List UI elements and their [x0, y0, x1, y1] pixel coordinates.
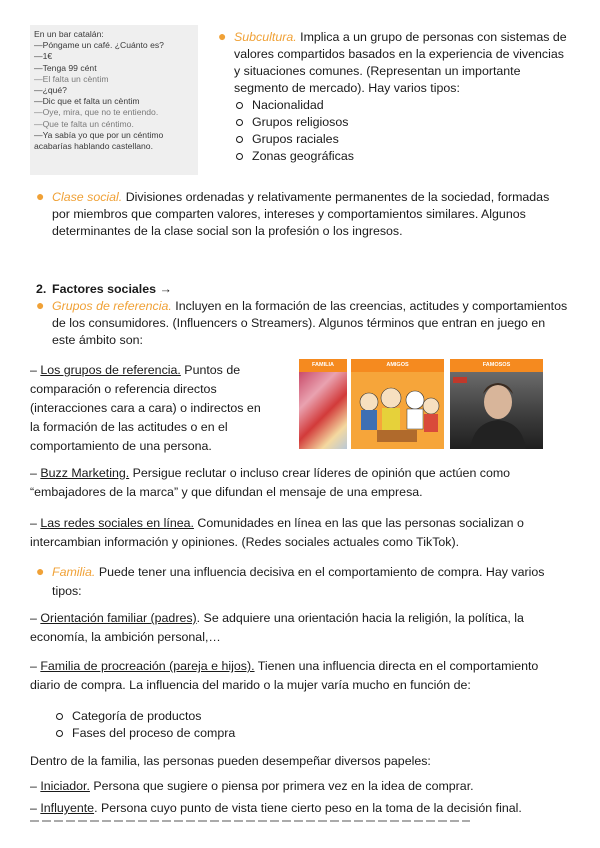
chat-line: —¿qué? [34, 85, 67, 96]
grupos-referencia-paragraph [52, 298, 592, 349]
subcultura-text: valores compartidos basados en la experiencia de vivencias [234, 47, 564, 61]
iniciador-term: Iniciador. [40, 779, 90, 793]
bullet-icon: ● [36, 188, 45, 204]
influyente-term: Influyente [40, 801, 95, 815]
circle-bullet-icon [236, 102, 243, 109]
grupos-referencia-term: Grupos de referencia. [52, 299, 172, 313]
roles-intro: Dentro de la familia, las personas pueden desempeñar diversos papeles: [30, 754, 431, 768]
redes-sociales-text: intercambian información y opiniones. (Redes sociales actuales como TikTok). [30, 535, 460, 549]
subcultura-text: y situaciones comunes. (Representan un importante [234, 64, 521, 78]
person-icon [450, 372, 543, 449]
dash: – [30, 363, 41, 377]
circle-bullet-icon [56, 713, 63, 720]
grupos-referencia-text: este ámbito son: [52, 333, 143, 347]
subcultura-text: Implica a un grupo de personas con sistemas de [296, 30, 567, 44]
orientacion-text: economía, la ambición personal,… [30, 630, 221, 644]
peanuts-cartoon [351, 372, 444, 449]
subcultura-type: Grupos religiosos [252, 115, 349, 129]
familia-text: tipos: [52, 584, 82, 598]
famosos-label: FAMOSOS [450, 359, 543, 372]
chat-line: —Que te falta un céntimo. [34, 118, 134, 129]
section-number: 2. [36, 282, 47, 296]
influyente-text: . Persona cuyo punto de vista tiene cierto peso en la toma de la decisión final. [94, 801, 522, 815]
dash: – [30, 466, 41, 480]
subcultura-paragraph [234, 29, 584, 97]
familia-label: FAMILIA [299, 359, 347, 372]
chat-line: —El falta un cèntim [34, 73, 109, 84]
chat-line: acabarías hablando castellano. [34, 141, 153, 152]
clase-social-text: Divisiones ordenadas y relativamente permanentes de la sociedad, formadas [122, 190, 550, 204]
buzz-marketing-paragraph [30, 465, 590, 501]
procreacion-text: diario de compra. La influencia del marido o la mujer varía mucho en función de: [30, 678, 471, 692]
bullet-icon: ● [36, 563, 45, 579]
redes-sociales-text: Comunidades en línea en las que las personas socializan o [193, 516, 524, 530]
procreacion-text: Tienen una influencia directa en el comportamiento [254, 659, 539, 673]
grupos-referencia-text: de los consumidores. (Influencers o Streamers). Algunos términos que entran en juego en [52, 316, 546, 330]
subcultura-term: Subcultura. [234, 30, 297, 44]
redes-sociales-term: Las redes sociales en línea. [40, 516, 194, 530]
los-grupos-term: Los grupos de referencia. [40, 363, 181, 377]
clase-social-text: determinantes de la clase social son la profesión o los ingresos. [52, 224, 403, 238]
subcultura-type: Nacionalidad [252, 98, 324, 112]
bullet-icon: ● [36, 297, 45, 313]
familia-image [299, 359, 347, 449]
iniciador-text: Persona que sugiere o piensa por primera vez en la idea de comprar. [89, 779, 474, 793]
procreacion-term: Familia de procreación (pareja e hijos). [40, 659, 255, 673]
circle-bullet-icon [236, 136, 243, 143]
los-grupos-text: comparación o referencia directos [30, 382, 217, 396]
dash: – [30, 801, 41, 815]
chat-line: —Tenga 99 cént [34, 62, 97, 73]
family-photo [299, 372, 347, 449]
chat-line: En un bar catalán: [34, 29, 104, 39]
chat-line: —Póngame un café. ¿Cuánto es? [34, 40, 164, 51]
clase-social-term: Clase social. [52, 190, 123, 204]
grupos-referencia-text: Incluyen en la formación de las creencias, actitudes y comportamientos [171, 299, 568, 313]
clase-social-paragraph [52, 189, 592, 240]
familia-term: Familia. [52, 565, 96, 579]
amigos-image [351, 359, 444, 449]
famosos-image [450, 359, 543, 449]
redes-sociales-paragraph [30, 515, 590, 551]
circle-bullet-icon [236, 119, 243, 126]
circle-bullet-icon [236, 153, 243, 160]
los-grupos-paragraph [30, 362, 295, 455]
bullet-icon: ● [218, 28, 227, 44]
procreacion-item: Categoría de productos [72, 709, 202, 723]
chat-joke-image [30, 25, 198, 175]
dash: – [30, 516, 41, 530]
dash: – [30, 659, 41, 673]
iniciador-line [30, 778, 474, 795]
dash: – [30, 779, 41, 793]
procreacion-item: Fases del proceso de compra [72, 726, 236, 740]
orientacion-paragraph [30, 610, 590, 646]
los-grupos-text: Puntos de [180, 363, 241, 377]
buzz-marketing-text: Persigue reclutar o incluso crear líderes de opinión que actúen como [129, 466, 511, 480]
clipped-line [30, 820, 470, 822]
chat-line: —1€ [34, 51, 53, 62]
subcultura-type: Grupos raciales [252, 132, 339, 146]
buzz-marketing-text: “embajadores de la marca” y que difundan el mensaje de una empresa. [30, 485, 423, 499]
chat-line: —Dic que et falta un cèntim [34, 96, 140, 107]
los-grupos-text: la formación de las actitudes o en el [30, 420, 228, 434]
orientacion-text: . Se adquiere una orientación hacia la religión, la política, la [196, 611, 524, 625]
buzz-marketing-term: Buzz Marketing. [40, 466, 130, 480]
clase-social-text: por miembros que comparten valores, intereses y comportamientos similares. Algunos [52, 207, 526, 221]
chat-line: —Oye, mira, que no te entiendo. [34, 107, 159, 118]
procreacion-paragraph [30, 658, 590, 694]
amigos-label: AMIGOS [351, 359, 444, 372]
los-grupos-text: comportamiento de una persona. [30, 439, 212, 453]
familia-paragraph [52, 564, 592, 600]
cartoon-characters-icon [351, 372, 444, 449]
dash: – [30, 611, 41, 625]
circle-bullet-icon [56, 730, 63, 737]
subcultura-type: Zonas geográficas [252, 149, 354, 163]
section-heading: Factores sociales → [52, 282, 172, 296]
orientacion-term: Orientación familiar (padres) [40, 611, 197, 625]
celebrity-photo [450, 372, 543, 449]
los-grupos-text: (interacciones cara a cara) o indirectos en [30, 401, 261, 415]
subcultura-text: segmento de mercado). Hay varios tipos: [234, 81, 460, 95]
chat-line: —Ya sabía yo que por un céntimo [34, 129, 164, 140]
influyente-line [30, 800, 522, 817]
familia-text: Puede tener una influencia decisiva en el comportamiento de compra. Hay varios [95, 565, 545, 579]
